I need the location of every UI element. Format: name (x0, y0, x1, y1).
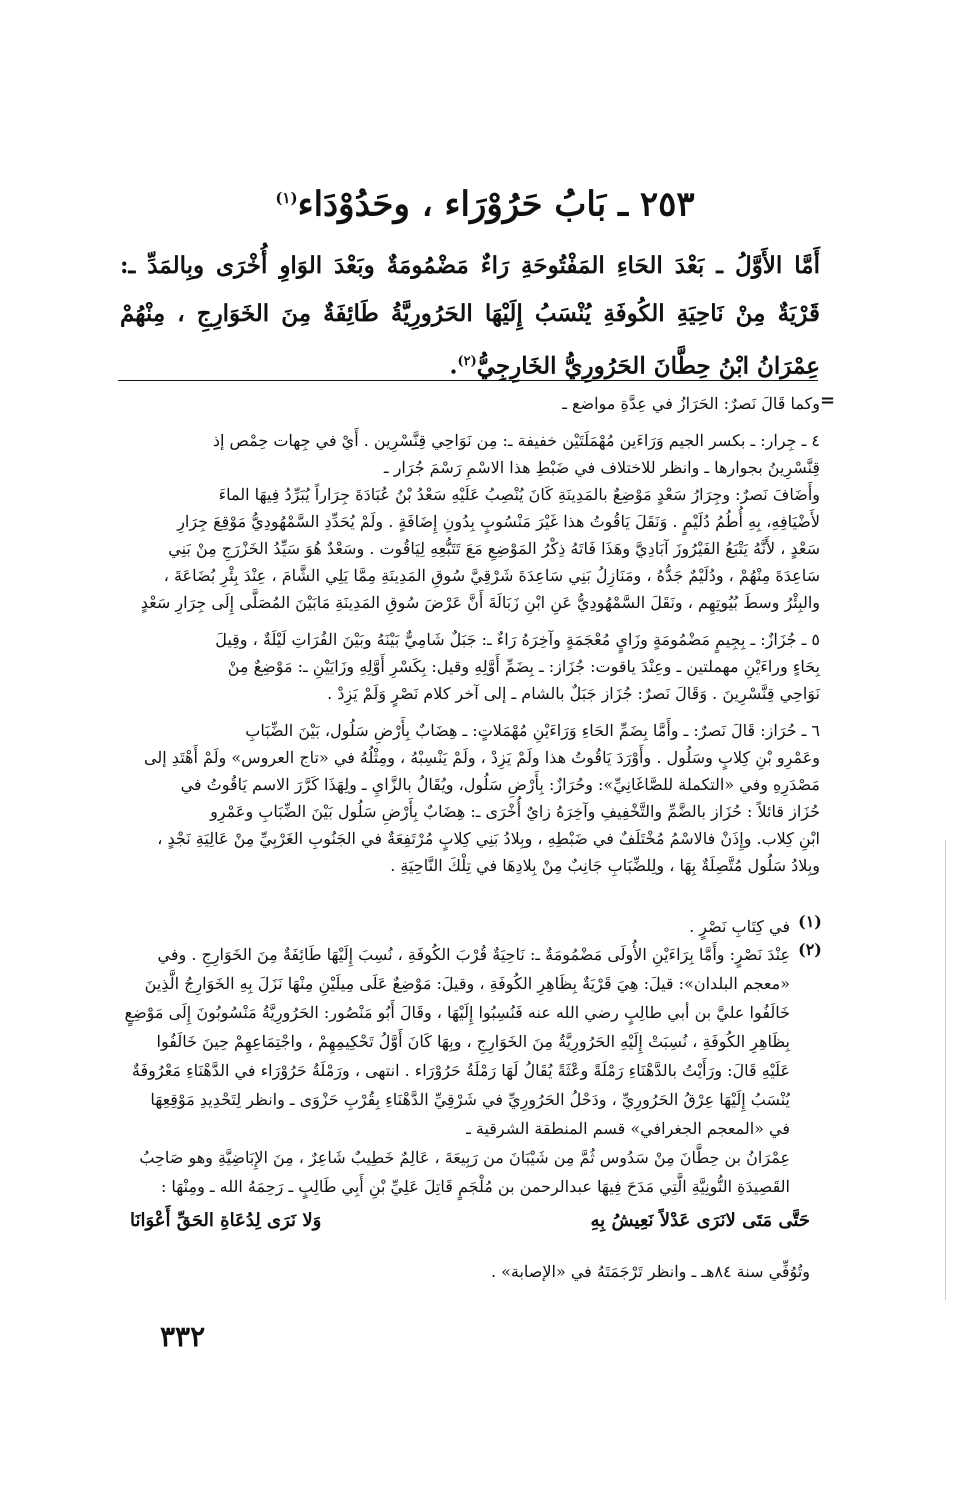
note-block (120, 390, 820, 417)
continuation-mark: = (820, 390, 836, 411)
page-number: ٣٣٢ (160, 1320, 206, 1353)
footnote-line: «معجم البلدان»: قيلَ: هِيَ قَرْيَةٌ بِظَاهِرِ الكُوفَةِ ، وقيلَ: مَوْضِعٌ عَلَى مِيلَيْنِ مِنْهَا نَزَلَ بِهِ الخَوَارِجُ الَّذِينَ (144, 974, 790, 993)
note-line: قِنَّسْرِينُ بجوارها ـ وانظر للاختلاف في ضَبْطِ هذا الاسْمِ رَسْمَ جُرَار ـ (383, 458, 820, 477)
note-line: مَصْدَرِهِ وفي «التكملة للصَّاغَانِيِّ»: وحُرَازٌ: بِأَرْضِ سَلُول، ويُقَالُ بالزَّايِ ـ ولِهَذَا كَرَّرَ الاسم يَاقُوتُ في (180, 775, 820, 794)
note-line: ٥ ـ جُزَازٌ: ـ بِجِيمٍ مَضْمُومَةٍ وزَايٍ مُعْجَمَةٍ وآخِرَهُ رَاءٌ ـ: جَبَلٌ شَامِيٌّ بَيْنَهُ وبَيْنَ الفُرَاتِ لَيْلَةٌ ، وقِيلَ (215, 630, 820, 649)
note-line: ٤ ـ جِرار: ـ بكسر الجيم وَرَاءَين مُهْمَلَتَيْن خفيفة ـ: مِن نَوَاحِي قِنَّسْرِين . أَيْ في جِهات حِمْص إذ (212, 431, 820, 450)
chapter-title-text: ٢٥٣ ـ بَابُ حَرُوْرَاء ، وحَدُوْدَاء (297, 184, 695, 225)
note-block (120, 427, 820, 616)
continued-notes (120, 390, 820, 889)
note-line: وأَضَافَ نَصرٌ: وجِرَارُ سَعْدٍ مَوْضِعٌ بالمَدِينَةِ كَانَ يُنْصِبُ عَلَيْهِ سَعْدُ بْنُ عُبَادَةَ جِرَاراً يُبَرِّدُ فِيهَا الماءَ (218, 485, 820, 504)
footnote-text (120, 912, 790, 941)
scan-edge-line (945, 840, 946, 1300)
note-line: سَعْدٍ ، لأَنَّهُ يَتْبَعُ الفَيْرُوزَ آبَادِيَّ وهَذَا فَاتَهُ ذِكْرُ المَوْضِعِ مَعَ تَتَبُّعِهِ لِيَاقُوت . وسَعْدٌ هُوَ سَيِّدُ الخَزْرَجِ مِنْ بَنِي (168, 539, 820, 558)
footnote-line: عَلَيْهِ قَالَ: ورَأَيْتُ بالدَّهْنَاءِ رَمْلَةً وعْثَةً يُقَالُ لَهَا رَمْلَةُ حَرُوْرَاء . انتهى ، ورَمْلَةُ حَرُوْرَاء في الدَّهْنَاءِ مَعْرُوفَةٌ (131, 1061, 790, 1080)
footnote-line: عِمْرَانُ بن حِطَّانَ مِنْ سَدُوس ثُمَّ مِن شَيْبَانَ من رَبِيعَةَ ، عَالِمٌ خَطِيبٌ شَاعِرٌ ، مِنَ الإِبَاضِيَّةِ وهو صَاحِبُ (139, 1148, 790, 1167)
footnote-line: بِظَاهِرِ الكُوفَةِ ، نُسِبَتْ إِلَيْهِ الحَرُورِيَّةُ مِنَ الخَوَارِجِ ، وبِهَا كَانَ أَوَّلُ تَحْكِيمِهِمْ ، واجْتِمَاعِهِمْ حِينَ خَالَفُوا (156, 1032, 790, 1051)
main-footnote-marker: (٢) (457, 354, 477, 369)
footnote-line: يُنْسَبُ إِلَيْهَا عِرْقُ الحَرُورِيِّ ، ودَحْلُ الحَرُورِيِّ في شَرْقِيِّ الدَّهْنَاءِ بِقُرْبِ حَزْوَى ـ وانظر لِتَحْدِيدِ مَوْقِعِهَا (150, 1090, 790, 1109)
note-line: ابْنِ كِلاب. وإِذَنْ فالاسْمُ مُخْتَلَفٌ في ضَبْطِهِ ، وبِلادُ بَنِي كِلابٍ مُرْتَفِعَةٌ في الجَنُوبِ الغَرْبِيِّ مِنْ عَالِيَةِ نَجْدٍ ، (157, 829, 820, 848)
footnote-line: في كِتَابِ نَصْرٍ . (689, 917, 790, 936)
main-paragraph-text: أَمَّا الأَوَّلُ ـ بَعْدَ الحَاءِ المَفْتُوحَةِ رَاءٌ مَضْمُومَةٌ وبَعْدَ الوَاوِ أُخْرَى وبِالمَدِّ ـ: قَرْيَةٌ مِنْ نَاحِيَةِ الكُوفَةِ يُنْسَبُ إِلَيْهَا الحَرُورِيَّةُ طَائِفَةٌ مِنَ الخَوَارِجِ ، مِنْهُمْ عِمْرَانُ ابْنُ حِطَّانَ الحَرُورِيُّ الخَارِجِيُّ (120, 252, 820, 380)
note-block (120, 626, 820, 707)
footnote-separator (118, 380, 818, 381)
note-line: لأَضْيَافِهِ، بِهِ أُطُمُ دُلَيْمٍ . وَنَقَلَ يَاقُوتُ هذا غَيْرَ مَنْسُوبٍ بِدُونِ إِضَافَةٍ . ولَمْ يُحَدِّدِ السَّمْهُودِيُّ مَوْقِعَ جِرَارِ (177, 512, 820, 531)
note-line: وبِلادُ سَلُول مُتَّصِلَةٌ بِهَا ، ولِلضِّبَابِ جَانِبٌ مِنْ بِلادِهَا في تِلْكَ النَّاحِيَةِ . (390, 856, 820, 875)
note-line: وكما قَالَ نَصرٌ: الحَرَازُ في عِدَّةِ مواضع ـ (562, 394, 820, 413)
footnote-line: القَصِيدَةِ النُّونِيَّةِ الَّتِي مَدَحَ فِيهَا عبدالرحمن بن مُلْجَمٍ قَاتِلَ عَلِيِّ بْنِ أَبِي طَالِبٍ ـ رَحِمَهُ الله ـ ومِنْهَا : (160, 1177, 790, 1196)
death-note: وتُوُفِّي سنة ٨٤هـ ـ وانظر تَرْجَمَتَهُ في «الإصابة» . (490, 1262, 810, 1281)
footnote-line: في «المعجم الجغرافي» قسم المنطقة الشرقية ـ (466, 1119, 790, 1138)
poem-verse (130, 1210, 810, 1231)
note-block (120, 717, 820, 879)
title-footnote-marker: (١) (275, 189, 298, 207)
footnote-line: عِنْدَ نَصْرٍ: وأَمَّا بِرَاءَيْنِ الأُولَى مَضْمُومَةٌ ـ: نَاحِيَةٌ قُرْبَ الكُوفَةِ ، نُسِبَ إِلَيْهَا طَائِفَةٌ مِنَ الخَوَارِجِ . وفي (157, 945, 790, 964)
note-line: والبِئْرُ وسطَ بُيُوتِهِم ، ونَقَلَ السَّمْهُودِيُّ عَنِ ابْنِ زَبَالَةَ أَنَّ عَرْضَ سُوقِ المَدِينَةِ مَابَيْنَ المُصَلَّى إِلَى جِرَارِ سَعْدٍ (140, 593, 820, 612)
footnote-number: (١) (798, 912, 822, 931)
main-paragraph (120, 242, 820, 391)
verse-first-hemistich: حَتَّى مَتَى لانَرَى عَدْلاً نَعِيشُ بِهِ (590, 1210, 810, 1231)
note-line: سَاعِدَةَ مِنْهُمْ ، ودُلَيْمٌ جَدُّهُ ، ومَنَازِلُ بَنِي سَاعِدَةَ شَرْقِيَّ سُوقِ المَدِينَةِ مِمَّا يَلِي الشَّامَ ، عِنْدَ بِئْرِ بُضَاعَةَ ، (163, 566, 820, 585)
note-line: نَوَاحِي قِنَّسْرِينَ . وَقَالَ نَصرٌ: جُزَاز جَبَلٌ بالشام ـ إلى آخر كلام نَصْرٍ وَلَمْ يَزِدْ . (327, 684, 820, 703)
note-line: حُزَاز قائلاً : حُزَاز بالضَّمِّ والتَّخْفِيفِ وآخِرَهُ زايٌ أُخْرَى ـ: هِضَابٌ بِأَرْضِ سَلُول بَيْنَ الضِّبَابِ وعَمْرِو (210, 802, 820, 821)
verse-second-hemistich: وَلا نَرَى لِدُعَاةِ الحَقِّ أَعْوَانَا (130, 1210, 322, 1231)
footnote-line: خَالَفُوا عليَّ بن أبي طالِبٍ رضي الله عنه فَنُسِبُوا إِلَيْهَا ، وقَالَ أَبُو مَنْصُور: الحَرُورِيَّةُ مَنْسُوبُونَ إِلَى مَوْضِعٍ (124, 1003, 790, 1022)
main-paragraph-end: . (449, 352, 458, 380)
footnote-number: (٢) (798, 940, 822, 959)
note-line: بِحَاءٍ وراءَيْنِ مهملتين ـ وعِنْدَ ياقوت: جُزَاز: ـ بِضَمِّ أَوَّلِهِ وقيل: بِكَسْرِ أَوَّلِهِ وزَايَيْنِ ـ: مَوْضِعٌ مِنْ (227, 657, 820, 676)
footnote-text (120, 940, 790, 1201)
note-line: وعَمْرِو بْنِ كِلابٍ وسَلُول . وأَوْرَدَ يَاقُوتُ هذا ولَمْ يَزِدْ ، ولَمْ يَنْسِبْهُ ، ومِثْلُهُ في «تاج العروس» ولَمْ أَهْتَدِ إلى (144, 748, 820, 767)
chapter-title (140, 172, 830, 230)
note-line: ٦ ـ حُرَاز: قَالَ نَصرٌ: ـ وأَمَّا بِضَمِّ الحَاءِ وَرَاءَيْنِ مُهْمَلاتٍ: ـ هِضَابٌ بِأَرْضِ سَلُول، بَيْنَ الضِّبَابِ (245, 721, 820, 740)
